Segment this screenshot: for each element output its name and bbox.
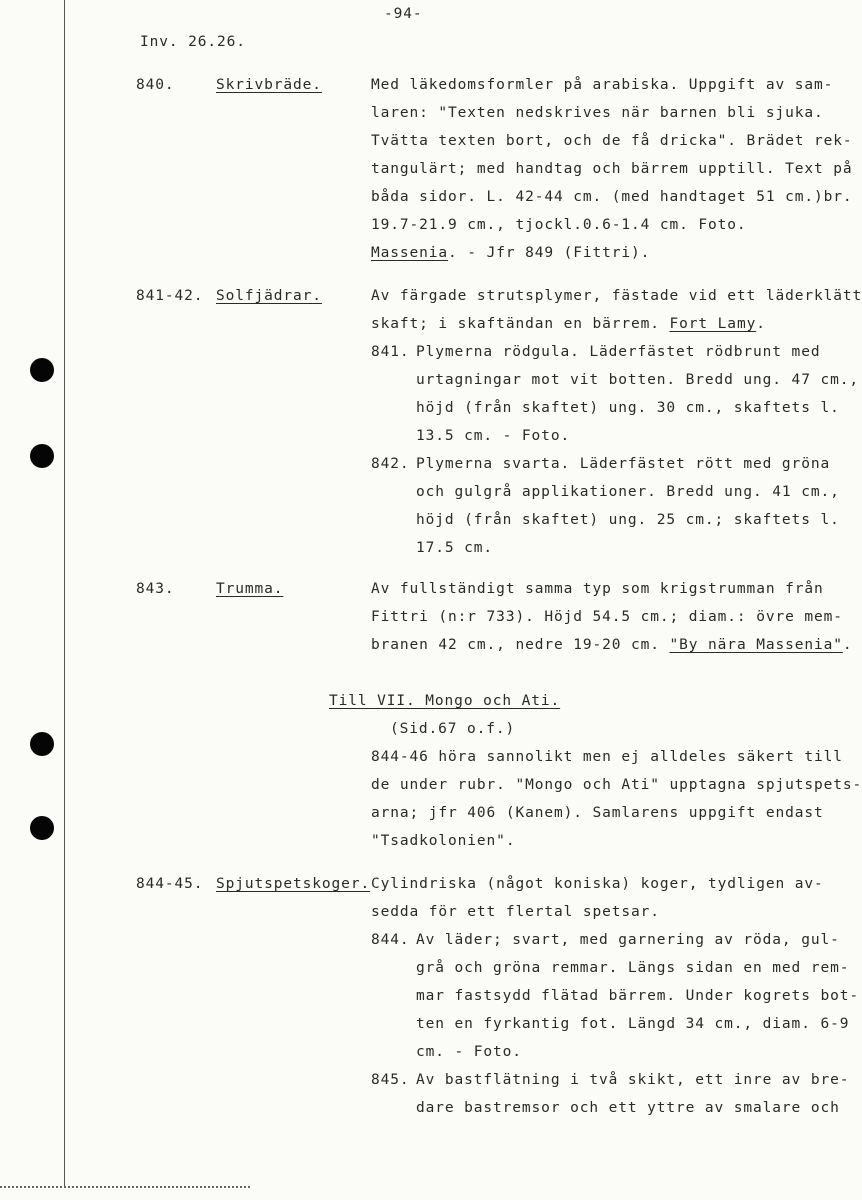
entry-text-line: 17.5 cm. [416, 540, 494, 556]
entry-text-line: ten en fyrkantig fot. Längd 34 cm., diam. 6-9 [416, 1016, 850, 1032]
entry-name: Spjutspetskoger. [216, 876, 371, 892]
entry-text-suffix: . - Jfr 849 (Fittri). [448, 245, 651, 261]
sub-entry-number: 841. [371, 344, 410, 360]
entry-number: 844-45. [136, 876, 204, 892]
entry-text-line [371, 635, 853, 655]
entry-text-line: 13.5 cm. - Foto. [416, 428, 571, 444]
entry-text-line: cm. - Foto. [416, 1044, 522, 1060]
entry-text-line: tangulärt; med handtag och bärrem upptill. Text på [371, 161, 853, 177]
entry-text-line: Cylindriska (något koniska) koger, tydligen av- [371, 876, 824, 892]
entry-number: 843. [136, 581, 175, 597]
punch-hole [30, 816, 54, 840]
entry-text-line [371, 314, 766, 334]
entry-text-line: urtagningar mot vit botten. Bredd ung. 47 cm., [416, 372, 859, 388]
bottom-rule [0, 1186, 250, 1190]
entry-text-line: sedda för ett flertal spetsar. [371, 904, 660, 920]
sub-entry-number: 844. [371, 932, 410, 948]
section-text-line: arna; jfr 406 (Kanem). Samlarens uppgift endast [371, 805, 824, 821]
margin-line [64, 0, 65, 1188]
entry-text-line [371, 243, 650, 263]
entry-text-line: Av läder; svart, med garnering av röda, gul- [416, 932, 840, 948]
punch-hole [30, 732, 54, 756]
entry-text-line: och gulgrå applikationer. Bredd ung. 41 cm., [416, 484, 840, 500]
sub-entry-number: 842. [371, 456, 410, 472]
entry-text-line: dare bastremsor och ett yttre av smalare och [416, 1100, 840, 1116]
section-heading: Till VII. Mongo och Ati. [329, 693, 561, 709]
section-text-line: "Tsadkolonien". [371, 833, 516, 849]
section-text-line: de under rubr. "Mongo och Ati" upptagna spjutspets- [371, 777, 862, 793]
entry-text-suffix: . [756, 316, 766, 332]
place-name: Fort Lamy [669, 316, 757, 332]
place-name: Massenia [371, 245, 449, 261]
entry-text-line: Plymerna svarta. Läderfästet rött med gröna [416, 456, 831, 472]
entry-text-line: Med läkedomsformler på arabiska. Uppgift av sam- [371, 77, 834, 93]
entry-text-prefix: branen 42 cm., nedre 19-20 cm. [371, 637, 670, 653]
entry-text-line: Av färgade strutsplymer, fästade vid ett läderklätt [371, 288, 862, 304]
entry-text-line: höjd (från skaftet) ung. 25 cm.; skaftets l. [416, 512, 840, 528]
inventory-number: Inv. 26.26. [140, 34, 246, 50]
entry-text-line: Tvätta texten bort, och de få dricka". Brädet rek- [371, 133, 853, 149]
entry-text-suffix: . [842, 637, 853, 653]
entry-name: Skrivbräde. [216, 77, 322, 93]
punch-hole [30, 444, 54, 468]
entry-text-line: höjd (från skaftet) ung. 30 cm., skaftets l. [416, 400, 840, 416]
section-text-line: 844-46 höra sannolikt men ej alldeles säkert till [371, 749, 843, 765]
entry-number: 840. [136, 77, 175, 93]
entry-text-line: Av bastflätning i två skikt, ett inre av bre- [416, 1072, 850, 1088]
entry-name: Solfjädrar. [216, 288, 322, 304]
punch-hole [30, 358, 54, 382]
entry-text-line: Av fullständigt samma typ som krigstrumman från [371, 581, 824, 597]
entry-text-line: grå och gröna remmar. Längs sidan en med rem- [416, 960, 850, 976]
entry-number: 841-42. [136, 288, 204, 304]
place-name: "By nära Massenia" [669, 637, 843, 653]
entry-text-prefix: skaft; i skaftändan en bärrem. [371, 316, 670, 332]
section-reference: (Sid.67 o.f.) [390, 721, 516, 737]
entry-text-line: laren: "Texten nedskrives när barnen bli sjuka. [371, 105, 824, 121]
entry-name: Trumma. [216, 581, 284, 597]
entry-text-line: 19.7-21.9 cm., tjockl.0.6-1.4 cm. Foto. [371, 217, 747, 233]
sub-entry-number: 845. [371, 1072, 410, 1088]
page-number: -94- [384, 6, 423, 22]
entry-text-line: båda sidor. L. 42-44 cm. (med handtaget 51 cm.)br. [371, 189, 853, 205]
entry-text-line: Fittri (n:r 733). Höjd 54.5 cm.; diam.: övre mem- [371, 609, 843, 625]
entry-text-line: mar fastsydd flätad bärrem. Under kogrets bot- [416, 988, 859, 1004]
entry-text-line: Plymerna rödgula. Läderfästet rödbrunt med [416, 344, 821, 360]
